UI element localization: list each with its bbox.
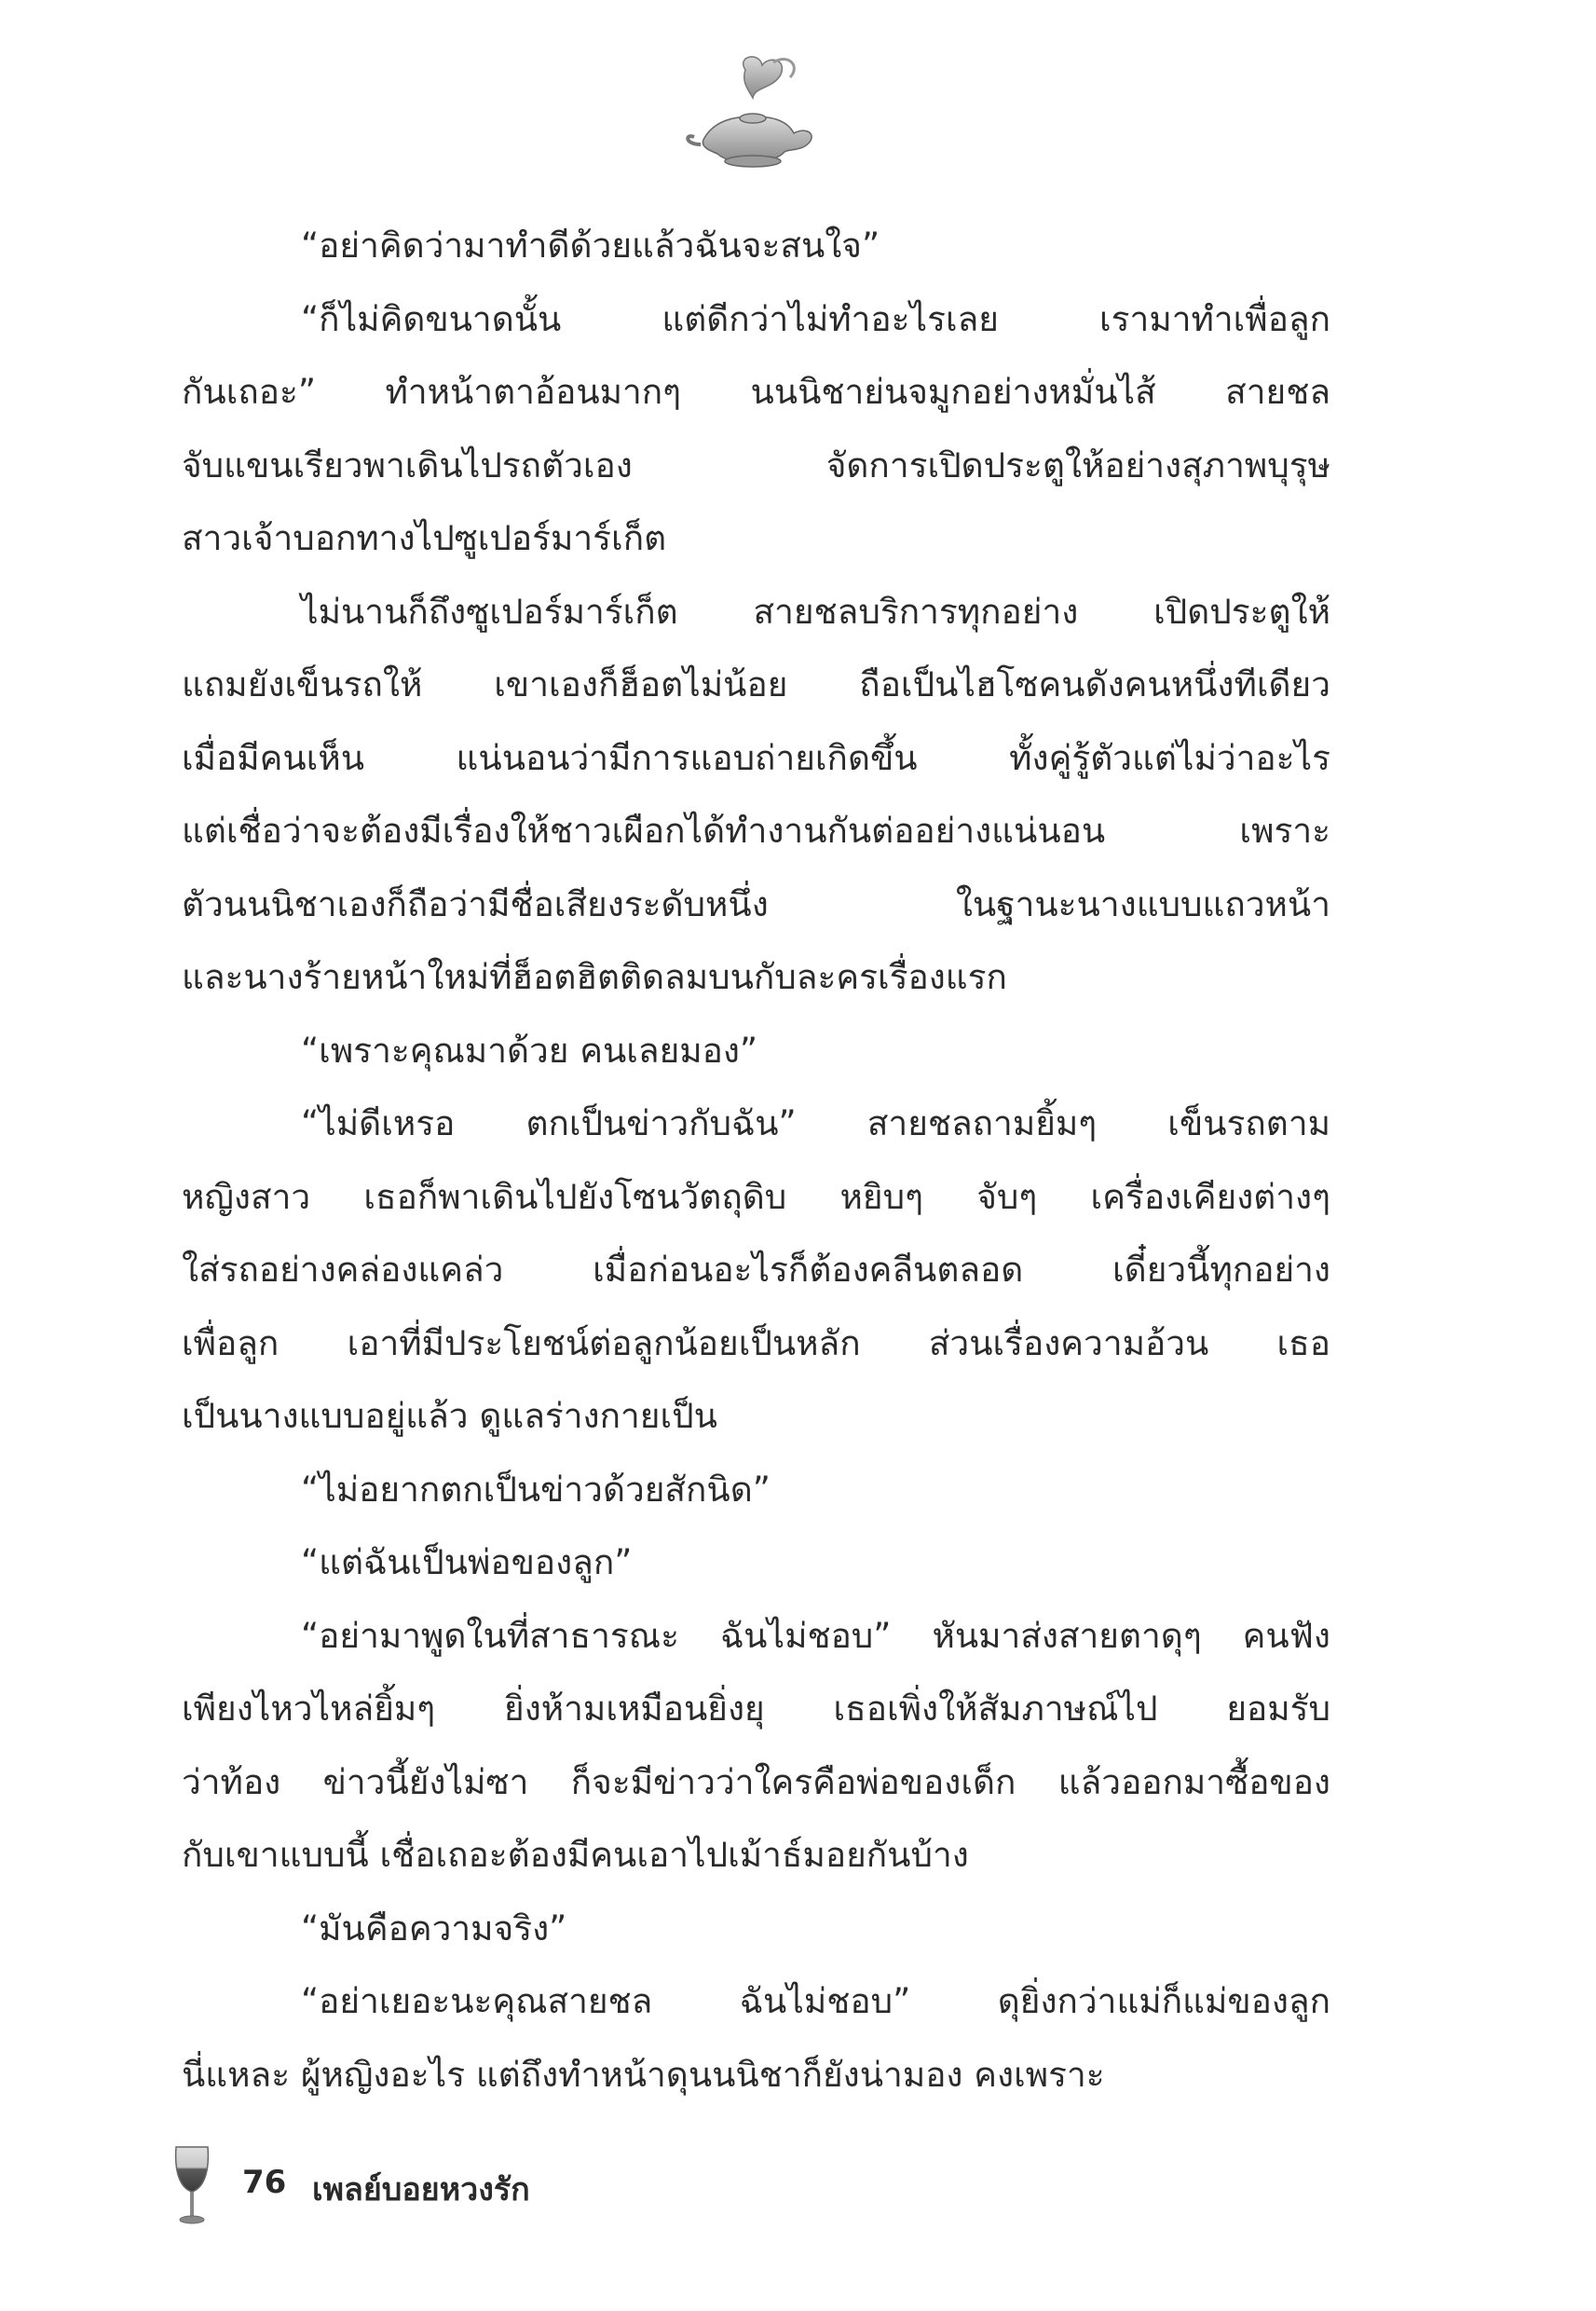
text-line: และนางร้ายหน้าใหม่ที่ฮ็อตฮิตติดลมบนกับละครเรื่องแรก [182,957,1007,997]
text-line: ไม่นานก็ถึงซูเปอร์มาร์เก็ต สายชลบริการทุกอย่าง เปิดประตูให้ [301,591,1330,632]
text-line: นี่แหละ ผู้หญิงอะไร แต่ถึงทำหน้าดุนนนิชาก็ยังน่ามอง คงเพราะ [182,2054,1105,2095]
text-line: แต่เชื่อว่าจะต้องมีเรื่องให้ชาวเผือกได้ทำงานกันต่ออย่างแน่นอน เพราะ [182,811,1330,851]
text-line: “อย่าคิดว่ามาทำดีด้วยแล้วฉันจะสนใจ” [301,226,880,266]
text-line: “เพราะคุณมาด้วย คนเลยมอง” [301,1030,758,1071]
text-line: ว่าท้อง ข่าวนี้ยังไม่ซา ก็จะมีข่าวว่าใครคือพ่อของเด็ก แล้วออกมาซื้อของ [182,1761,1330,1802]
text-line: “อย่าเยอะนะคุณสายชล ฉันไม่ชอบ” ดุยิ่งกว่าแม่ก็แม่ของลูก [301,1981,1330,2021]
text-line: แถมยังเข็นรถให้ เขาเองก็ฮ็อตไม่น้อย ถือเป็นไฮโซคนดังคนหนึ่งทีเดียว [182,664,1330,704]
paragraph [182,1600,1330,1893]
text-line: “อย่ามาพูดในที่สาธารณะ ฉันไม่ชอบ” หันมาส่งสายตาดุๆ คนฟัง [301,1615,1330,1656]
text-line: “ไม่ดีเหรอ ตกเป็นข่าวกับฉัน” สายชลถามยิ้มๆ เข็นรถตาม [301,1103,1330,1143]
text-line: สาวเจ้าบอกทางไปซูเปอร์มาร์เก็ต [182,518,667,558]
body-text [182,210,1330,2112]
text-line: หญิงสาว เธอก็พาเดินไปยังโซนวัตถุดิบ หยิบๆ จับๆ เครื่องเคียงต่างๆ [182,1176,1330,1217]
text-line: เป็นนางแบบอยู่แล้ว ดูแลร่างกายเป็น [182,1396,717,1436]
text-line: “แต่ฉันเป็นพ่อของลูก” [301,1542,633,1582]
text-line: เมื่อมีคนเห็น แน่นอนว่ามีการแอบถ่ายเกิดขึ้น ทั้งคู่รู้ตัวแต่ไม่ว่าอะไร [182,737,1330,778]
paragraph [182,283,1330,576]
text-line: ใส่รถอย่างคล่องแคล่ว เมื่อก่อนอะไรก็ต้องคลีนตลอด เดี๋ยวนี้ทุกอย่าง [182,1250,1330,1290]
wine-glass-icon [172,2143,211,2227]
paragraph [182,576,1330,1015]
text-line: กันเถอะ” ทำหน้าตาอ้อนมากๆ นนนิชาย่นจมูกอย่างหมั่นไส้ สายชล [182,372,1330,412]
paragraph [182,1965,1330,2112]
page-number: 76 [242,2164,287,2201]
text-line: ตัวนนนิชาเองก็ถือว่ามีชื่อเสียงระดับหนึ่ง ในฐานะนางแบบแถวหน้า [182,883,1330,924]
text-line: “ไม่อยากตกเป็นข่าวด้วยสักนิด” [301,1469,771,1510]
lamp-ornament-icon [680,51,820,172]
paragraph [182,1015,1330,1088]
page-footer [172,2143,825,2236]
text-line: เพียงไหวไหล่ยิ้มๆ ยิ่งห้ามเหมือนยิ่งยุ เธอเพิ่งให้สัมภาษณ์ไป ยอมรับ [182,1689,1330,1729]
text-line: “มันคือความจริง” [301,1908,567,1949]
paragraph [182,210,1330,283]
paragraph [182,1893,1330,1966]
paragraph [182,1087,1330,1454]
book-title: เพลย์บอยหวงรัก [312,2171,530,2208]
text-line: “ก็ไม่คิดขนาดนั้น แต่ดีกว่าไม่ทำอะไรเลย เรามาทำเพื่อลูก [301,298,1330,339]
paragraph [182,1454,1330,1527]
paragraph [182,1526,1330,1600]
text-line: จับแขนเรียวพาเดินไปรถตัวเอง จัดการเปิดประตูให้อย่างสุภาพบุรุษ [182,444,1330,485]
text-line: กับเขาแบบนี้ เชื่อเถอะต้องมีคนเอาไปเม้าธ์มอยกันบ้าง [182,1835,969,1875]
text-line: เพื่อลูก เอาที่มีประโยชน์ต่อลูกน้อยเป็นหลัก ส่วนเรื่องความอ้วน เธอ [182,1322,1330,1363]
